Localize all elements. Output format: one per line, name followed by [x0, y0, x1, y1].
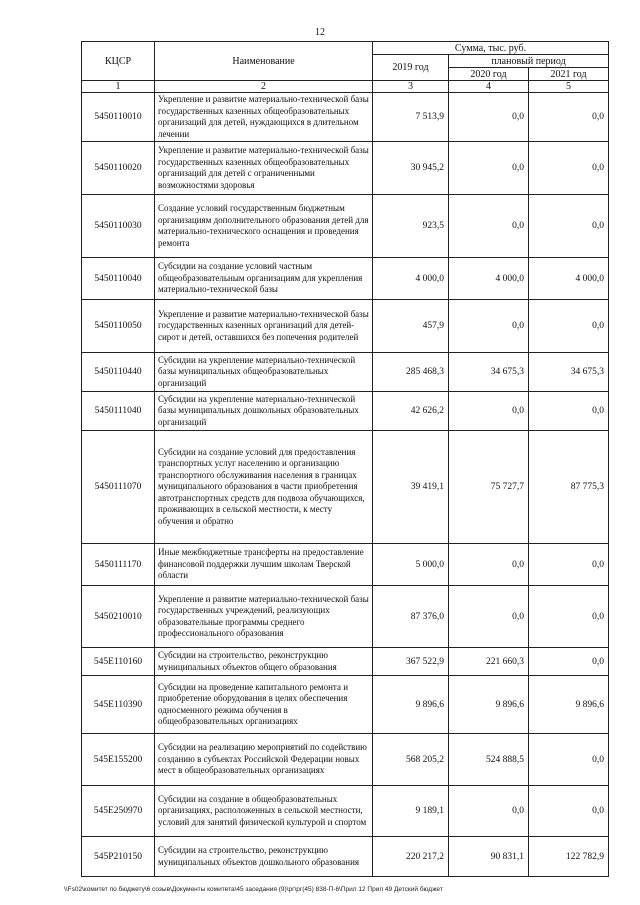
row-value-2021: 9 896,6	[529, 676, 609, 734]
table-row	[82, 734, 609, 786]
table-row	[82, 392, 609, 431]
row-value-2019: 367 522,9	[373, 648, 449, 676]
row-value-2021: 0,0	[529, 300, 609, 353]
row-name: Субсидии на реализацию мероприятий по содействию созданию в субъектах Российской Федерации новых мест в общеобразовательных организациях	[155, 734, 373, 786]
table-body	[82, 93, 609, 877]
row-value-2021: 4 000,0	[529, 258, 609, 300]
row-value-2020: 75 727,7	[449, 431, 529, 544]
row-value-2020: 90 831,1	[449, 837, 529, 877]
column-number: 2	[155, 81, 373, 93]
column-number: 5	[529, 81, 609, 93]
header-code: КЦСР	[82, 42, 155, 81]
page-number: 12	[315, 27, 325, 38]
row-value-2020: 0,0	[449, 195, 529, 258]
row-value-2021: 0,0	[529, 392, 609, 431]
row-value-2019: 42 626,2	[373, 392, 449, 431]
row-name: Субсидии на строительство, реконструкцию муниципальных объектов дошкольного образования	[155, 837, 373, 877]
row-code: 5450111170	[82, 544, 155, 586]
table-row	[82, 93, 609, 142]
table-header	[82, 42, 609, 93]
table-row	[82, 544, 609, 586]
row-value-2021: 122 782,9	[529, 837, 609, 877]
row-value-2020: 0,0	[449, 300, 529, 353]
row-value-2019: 7 513,9	[373, 93, 449, 142]
row-value-2019: 9 189,1	[373, 786, 449, 837]
row-value-2020: 221 660,3	[449, 648, 529, 676]
row-code: 5450110050	[82, 300, 155, 353]
row-code: 5450110020	[82, 142, 155, 195]
row-name: Субсидии на укрепление материально-технической базы муниципальных общеобразовательных организаций	[155, 353, 373, 392]
row-value-2021: 0,0	[529, 586, 609, 648]
row-value-2020: 4 000,0	[449, 258, 529, 300]
row-name: Укрепление и развитие материально-технической базы государственных казенных общеобразовательных организаций для детей с ограниченными возможностями здоровья	[155, 142, 373, 195]
row-name: Укрепление и развитие материально-технической базы государственных казенных организаций для детей-сирот и детей, оставшихся без попечения родителей	[155, 300, 373, 353]
row-value-2021: 0,0	[529, 93, 609, 142]
row-value-2019: 39 419,1	[373, 431, 449, 544]
row-name: Субсидии на создание в общеобразовательных организациях, расположенных в сельской местности, условий для занятий физической культурой и спортом	[155, 786, 373, 837]
row-value-2021: 0,0	[529, 648, 609, 676]
row-value-2019: 457,9	[373, 300, 449, 353]
row-code: 545E110160	[82, 648, 155, 676]
row-value-2021: 0,0	[529, 195, 609, 258]
column-number: 3	[373, 81, 449, 93]
row-name: Субсидии на создание условий частным общеобразовательным организациям для укрепления материально-технической базы	[155, 258, 373, 300]
table-row	[82, 431, 609, 544]
row-code: 5450111040	[82, 392, 155, 431]
row-code: 5450110440	[82, 353, 155, 392]
row-code: 5450110010	[82, 93, 155, 142]
header-sum: Сумма, тыс. руб.	[373, 42, 609, 55]
table-row	[82, 837, 609, 877]
table-row	[82, 258, 609, 300]
row-name: Субсидии на укрепление материально-технической базы муниципальных дошкольных образовательных организаций	[155, 392, 373, 431]
row-value-2020: 0,0	[449, 142, 529, 195]
row-value-2019: 4 000,0	[373, 258, 449, 300]
row-value-2020: 0,0	[449, 786, 529, 837]
footer-file-path: \\Fs02\комитет по бюджету\6 созыв\Документы комитета\45 заседания (9)\рг\рг(45) 838-П-6\Прил 12 Прил 49 Детский бюджет	[64, 886, 443, 893]
row-code: 5450110040	[82, 258, 155, 300]
row-value-2020: 0,0	[449, 586, 529, 648]
row-value-2021: 87 775,3	[529, 431, 609, 544]
row-value-2019: 285 468,3	[373, 353, 449, 392]
row-name: Укрепление и развитие материально-технической базы государственных учреждений, реализующих образовательные программы среднего профессионального образования	[155, 586, 373, 648]
row-code: 545E155200	[82, 734, 155, 786]
table-row	[82, 676, 609, 734]
row-value-2021: 0,0	[529, 142, 609, 195]
row-code: 545P210150	[82, 837, 155, 877]
header-year-2019: 2019 год	[373, 55, 449, 81]
column-number: 4	[449, 81, 529, 93]
header-planned-period: плановый период	[449, 55, 609, 68]
row-code: 5450111070	[82, 431, 155, 544]
table-row	[82, 353, 609, 392]
budget-table	[81, 41, 609, 877]
row-name: Субсидии на строительство, реконструкцию муниципальных объектов общего образования	[155, 648, 373, 676]
table-row	[82, 786, 609, 837]
row-value-2021: 34 675,3	[529, 353, 609, 392]
row-code: 5450210010	[82, 586, 155, 648]
row-value-2020: 9 896,6	[449, 676, 529, 734]
table-row	[82, 142, 609, 195]
header-year-2021: 2021 год	[529, 68, 609, 81]
row-name: Иные межбюджетные трансферты на предоставление финансовой поддержки лучшим школам Тверской области	[155, 544, 373, 586]
row-value-2020: 34 675,3	[449, 353, 529, 392]
row-value-2021: 0,0	[529, 786, 609, 837]
row-code: 545E110390	[82, 676, 155, 734]
row-value-2019: 5 000,0	[373, 544, 449, 586]
row-value-2019: 568 205,2	[373, 734, 449, 786]
row-value-2019: 30 945,2	[373, 142, 449, 195]
row-value-2020: 0,0	[449, 93, 529, 142]
row-name: Создание условий государственным бюджетным организациям дополнительного образования детей для материально-технического оснащения и проведения ремонта	[155, 195, 373, 258]
row-code: 5450110030	[82, 195, 155, 258]
header-year-2020: 2020 год	[449, 68, 529, 81]
row-value-2021: 0,0	[529, 544, 609, 586]
table-row	[82, 648, 609, 676]
table-row	[82, 586, 609, 648]
row-value-2020: 0,0	[449, 544, 529, 586]
row-name: Укрепление и развитие материально-технической базы государственных казенных общеобразовательных организаций для детей, нуждающихся в длительном лечении	[155, 93, 373, 142]
column-numbers-row	[82, 81, 609, 93]
row-value-2020: 0,0	[449, 392, 529, 431]
table-row	[82, 300, 609, 353]
row-value-2019: 923,5	[373, 195, 449, 258]
row-value-2019: 220 217,2	[373, 837, 449, 877]
column-number: 1	[82, 81, 155, 93]
header-name: Наименование	[155, 42, 373, 81]
row-code: 545E250970	[82, 786, 155, 837]
row-name: Субсидии на проведение капитального ремонта и приобретение оборудования в целях обеспечения односменного режима обучения в общеобразовательных организациях	[155, 676, 373, 734]
row-value-2019: 9 896,6	[373, 676, 449, 734]
table-row	[82, 195, 609, 258]
row-value-2019: 87 376,0	[373, 586, 449, 648]
row-value-2021: 0,0	[529, 734, 609, 786]
row-value-2020: 524 888,5	[449, 734, 529, 786]
row-name: Субсидии на создание условий для предоставления транспортных услуг населению и организацию транспортного обслуживания населения в границах муниципального образования в части приобретения автотранспортных средств для подвоза обучающихся, проживающих в сельской местности, к месту обучения и обратно	[155, 431, 373, 544]
